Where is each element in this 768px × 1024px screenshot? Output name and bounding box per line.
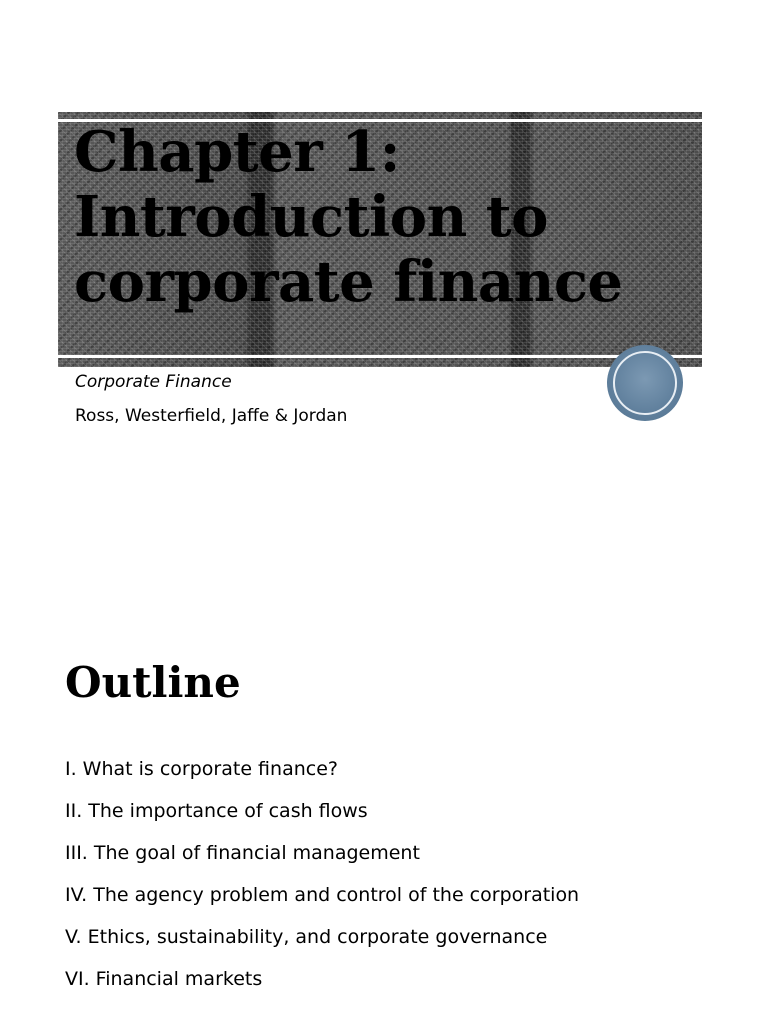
title-slide	[0, 0, 768, 450]
outline-item: II. The importance of cash flows	[65, 800, 368, 822]
outline-title: Outline	[65, 658, 241, 707]
circle-seal-icon	[607, 345, 683, 421]
outline-list	[65, 756, 579, 1008]
outline-item: III. The goal of financial management	[65, 842, 420, 864]
outline-item: I. What is corporate finance?	[65, 758, 338, 780]
outline-item: V. Ethics, sustainability, and corporate governance	[65, 926, 548, 948]
outline-item: VI. Financial markets	[65, 968, 263, 990]
slide-title: Chapter 1: Introduction to corporate finance	[74, 119, 623, 315]
slide-subtitle: Corporate Finance	[75, 372, 232, 392]
seal-inner-ring	[613, 351, 677, 415]
slide-authors: Ross, Westerfield, Jaffe & Jordan	[75, 406, 348, 426]
outline-item: IV. The agency problem and control of the corporation	[65, 884, 580, 906]
banner-bottom-rule	[58, 355, 702, 358]
